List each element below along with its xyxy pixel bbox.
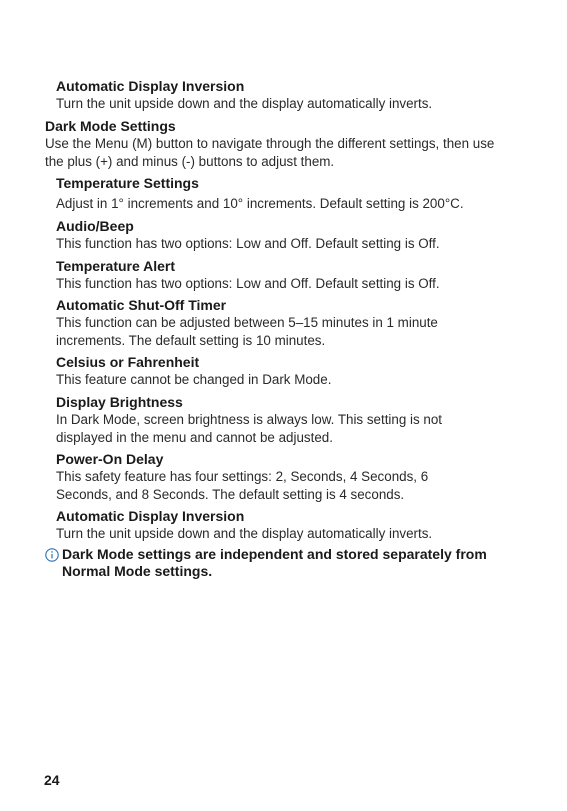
section-heading: Automatic Display Inversion xyxy=(56,508,245,524)
note-text: Dark Mode settings are independent and stored separately from Normal Mode settings. xyxy=(62,546,487,579)
section-automatic-display-inversion xyxy=(56,78,511,113)
section-heading: Audio/Beep xyxy=(56,218,134,234)
section-power-on-delay xyxy=(56,451,511,503)
section-body: Turn the unit upside down and the display automatically inverts. xyxy=(56,96,433,111)
section-heading: Display Brightness xyxy=(56,394,183,410)
section-automatic-shut-off-timer xyxy=(56,297,511,349)
section-heading: Automatic Display Inversion xyxy=(56,78,245,94)
section-body: This function has two options: Low and Off. Default setting is Off. xyxy=(56,276,440,291)
section-temperature-alert xyxy=(56,258,511,293)
info-icon xyxy=(45,548,59,562)
section-heading: Temperature Alert xyxy=(56,258,176,274)
section-heading: Temperature Settings xyxy=(56,175,199,191)
section-heading: Dark Mode Settings xyxy=(45,118,176,134)
section-body: In Dark Mode, screen brightness is always low. This setting is not displayed in the menu and cannot be adjusted. xyxy=(56,412,443,445)
section-heading: Celsius or Fahrenheit xyxy=(56,354,200,370)
section-temperature-settings xyxy=(56,175,511,213)
section-celsius-or-fahrenheit xyxy=(56,354,511,389)
section-body: Adjust in 1° increments and 10° increments. Default setting is 200°C. xyxy=(56,196,464,211)
section-dark-mode-settings xyxy=(45,118,505,170)
section-audio-beep xyxy=(56,218,511,253)
info-note xyxy=(45,546,515,580)
section-body: This feature cannot be changed in Dark Mode. xyxy=(56,372,332,387)
section-body: This function can be adjusted between 5–15 minutes in 1 minute increments. The default setting is 10 minutes. xyxy=(56,315,438,348)
section-display-brightness xyxy=(56,394,511,446)
section-heading: Power-On Delay xyxy=(56,451,164,467)
section-automatic-display-inversion-2 xyxy=(56,508,511,543)
section-body: Use the Menu (M) button to navigate through the different settings, then use the plus (+) and minus (-) buttons to adjust them. xyxy=(45,136,495,169)
section-body: This function has two options: Low and Off. Default setting is Off. xyxy=(56,236,440,251)
section-body: This safety feature has four settings: 2, Seconds, 4 Seconds, 6 Seconds, and 8 Seconds. The default setting is 4 seconds. xyxy=(56,469,429,502)
page-number: 24 xyxy=(44,772,60,788)
section-body: Turn the unit upside down and the display automatically inverts. xyxy=(56,526,433,541)
section-heading: Automatic Shut-Off Timer xyxy=(56,297,227,313)
